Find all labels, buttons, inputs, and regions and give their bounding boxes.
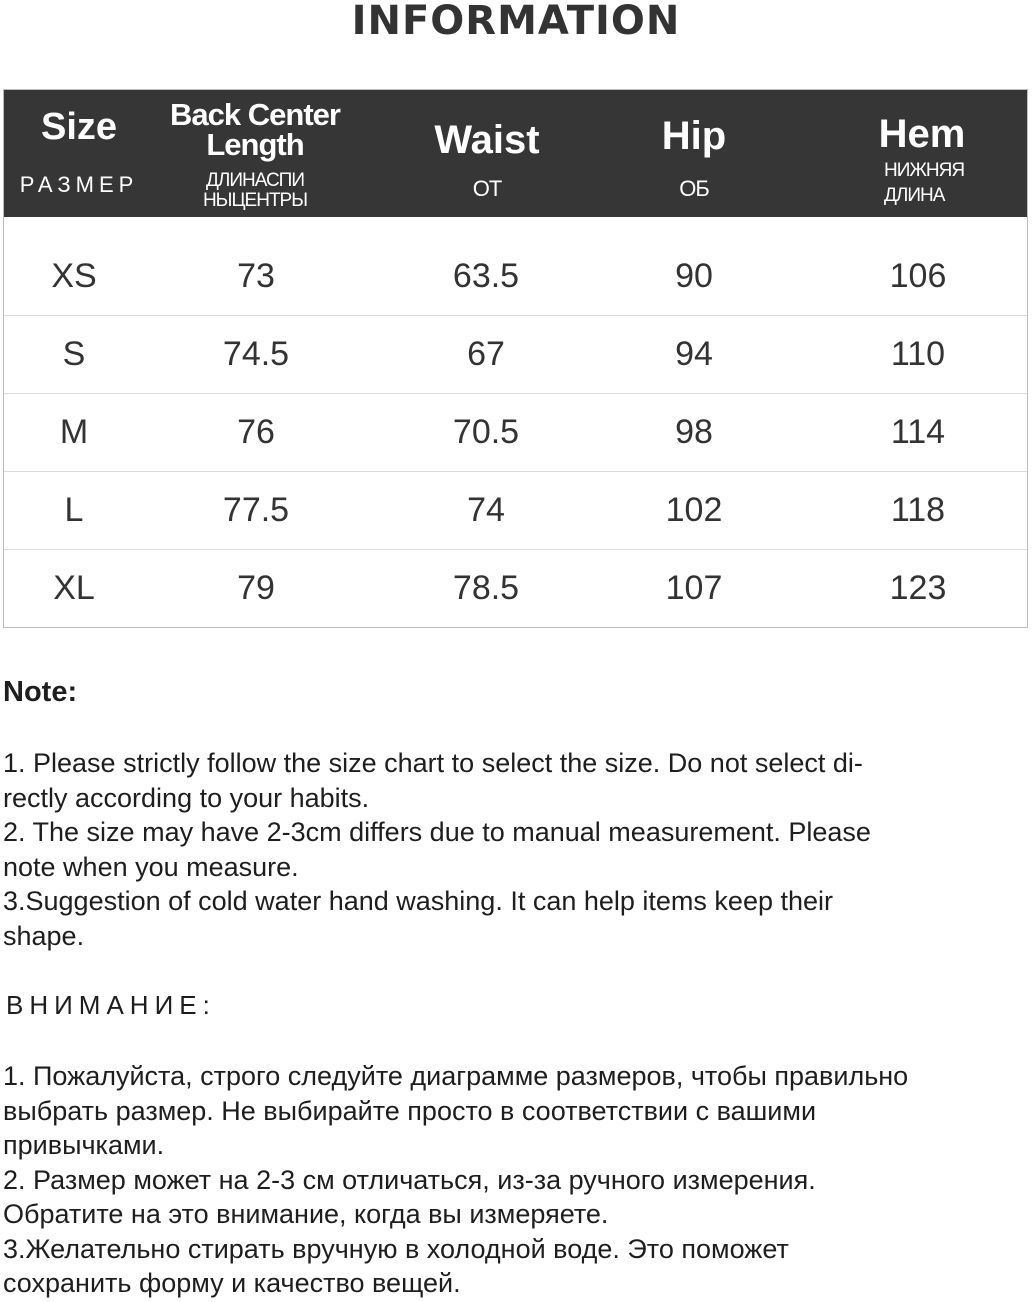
header-bcl-ru-1: ДЛИНАСПИ: [205, 170, 304, 191]
table-row: [4, 549, 1027, 627]
header-hip-en: Hip: [661, 114, 727, 158]
header-size-ru: РАЗМЕР: [19, 172, 139, 197]
note-line: rectly according to your habits.: [3, 782, 370, 813]
header-hip-ru: ОБ: [679, 176, 709, 201]
cell-waist: 67: [467, 335, 505, 373]
note-line: shape.: [3, 920, 85, 951]
ru-note-body: [3, 1059, 1023, 1301]
note-line: 3.Suggestion of cold water hand washing. It can help items keep their: [3, 886, 833, 916]
header-size-en: Size: [40, 106, 118, 148]
ru-note-line: Обратите на это внимание, когда вы измеряете.: [3, 1199, 609, 1229]
note-body: [3, 746, 1023, 953]
cell-back-center-length: 73: [237, 257, 275, 295]
header-back-center-length: [164, 90, 346, 217]
cell-size: XL: [53, 569, 95, 607]
cell-back-center-length: 77.5: [222, 491, 290, 529]
cell-hip: 90: [675, 257, 713, 295]
table-row: [4, 315, 1027, 394]
cell-hip: 107: [665, 569, 723, 607]
ru-note-line: 1. Пожалуйста, строго следуйте диаграмме размеров, чтобы правильно: [3, 1061, 909, 1091]
cell-hem: 106: [889, 257, 947, 295]
table-header: [4, 90, 1027, 217]
header-bcl-ru-2: НЫЦЕНТРЫ: [202, 190, 308, 211]
cell-waist: 78.5: [452, 569, 520, 607]
cell-hem: 118: [890, 491, 946, 529]
cell-hip: 98: [675, 413, 713, 451]
header-hem-en: Hem: [878, 112, 966, 156]
header-hem-ru-2: ДЛИНА: [884, 185, 945, 206]
cell-back-center-length: 76: [237, 413, 275, 451]
cell-size: L: [64, 491, 84, 529]
header-hem-ru-1: НИЖНЯЯ: [884, 160, 965, 181]
ru-note-heading: ВНИМАНИЕ:: [6, 990, 216, 1020]
header-hip: [632, 90, 756, 217]
header-size: [4, 90, 154, 217]
ru-note-line: 2. Размер может на 2-3 см отличаться, из-за ручного измерения.: [3, 1164, 816, 1195]
size-chart-table: [3, 89, 1028, 628]
cell-hem: 110: [890, 335, 946, 373]
table-row: [4, 393, 1027, 472]
table-row: [4, 471, 1027, 550]
cell-hem: 114: [890, 413, 946, 451]
ru-note-line: 3.Желательно стирать вручную в холодной воде. Это поможет: [3, 1233, 789, 1264]
cell-waist: 70.5: [452, 413, 520, 451]
ru-note-line: привычками.: [3, 1130, 165, 1160]
cell-size: M: [59, 413, 89, 451]
header-waist-en: Waist: [434, 118, 540, 162]
header-waist-ru: ОТ: [472, 176, 502, 201]
cell-hem: 123: [889, 569, 947, 607]
cell-hip: 94: [675, 335, 713, 373]
header-bcl-en-2: Length: [206, 127, 304, 162]
note-line: note when you measure.: [3, 851, 299, 882]
ru-note-line: выбрать размер. Не выбирайте просто в соответствии с вашими: [3, 1095, 817, 1126]
cell-size: S: [62, 335, 86, 373]
cell-back-center-length: 79: [237, 569, 275, 607]
note-heading: Note:: [3, 676, 78, 708]
note-line: 1. Please strictly follow the size chart to select the size. Do not select di-: [3, 748, 863, 778]
cell-waist: 74: [467, 491, 505, 529]
ru-note-line: сохранить форму и качество вещей.: [3, 1268, 461, 1298]
note-line: 2. The size may have 2-3cm differs due to manual measurement. Please: [3, 817, 871, 847]
cell-size: XS: [51, 257, 97, 295]
page-title: INFORMATION: [351, 0, 681, 44]
cell-back-center-length: 74.5: [222, 335, 290, 373]
cell-waist: 63.5: [452, 257, 520, 295]
header-bcl-en-1: Back Center: [170, 97, 340, 132]
header-hem: [862, 90, 982, 217]
header-waist: [404, 90, 570, 217]
table-row: [4, 237, 1027, 316]
cell-hip: 102: [665, 491, 723, 529]
